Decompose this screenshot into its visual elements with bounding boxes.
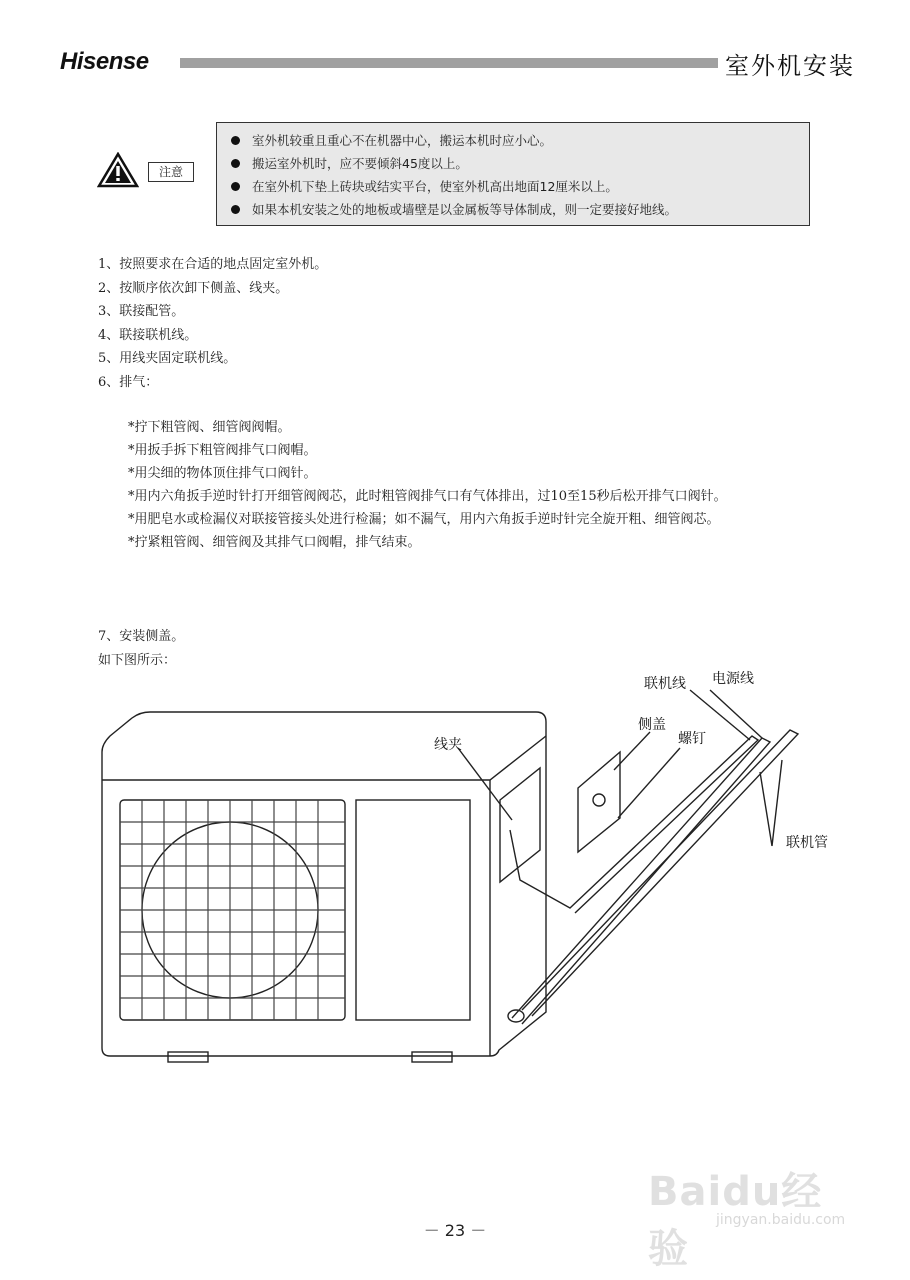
step-item: 6、排气： <box>98 374 159 390</box>
side-opening <box>500 768 540 882</box>
unit-foot-right <box>412 1052 452 1062</box>
access-panel <box>356 800 470 1020</box>
caution-item-text: 室外机较重且重心不在机器中心，搬运本机时应小心。 <box>252 133 553 148</box>
section-title: 室外机安装 <box>725 52 855 80</box>
substep-item: *用内六角扳手逆时针打开细管阀阀芯，此时粗管阀排气口有气体排出，过10至15秒后松开排气口阀针。 <box>128 489 727 504</box>
caution-item <box>231 198 809 221</box>
step-item: 7、安装侧盖。 <box>98 629 185 644</box>
substep-item: *拧下粗管阀、细管阀阀帽。 <box>128 420 291 435</box>
label-wire-clamp: 线夹 <box>434 737 462 753</box>
valve-fitting <box>508 1010 524 1022</box>
leader-side-cover <box>614 732 650 770</box>
bullet-icon <box>231 159 240 168</box>
step-item: 3、联接配管。 <box>98 304 185 319</box>
caution-item-text: 如果本机安装之处的地板或墙壁是以金属板等导体制成，则一定要接好地线。 <box>252 202 678 217</box>
detached-side-cover <box>578 752 620 852</box>
watermark-main: Baidu经验 <box>648 1169 823 1272</box>
page-header <box>60 44 855 84</box>
caution-notice-box <box>216 122 810 226</box>
unit-foot-left <box>168 1052 208 1062</box>
bullet-icon <box>231 182 240 191</box>
leader-screw <box>618 748 680 818</box>
caution-label: 注意 <box>148 162 194 182</box>
label-screw: 螺钉 <box>678 731 706 747</box>
substep-item: *用尖细的物体顶住排气口阀针。 <box>128 466 317 481</box>
leader-wire-clamp <box>458 748 512 820</box>
connecting-pipe-2 <box>522 730 798 1016</box>
label-side-cover: 侧盖 <box>638 717 666 733</box>
warning-triangle-icon <box>97 152 139 188</box>
step-item: 5、用线夹固定联机线。 <box>98 351 237 366</box>
leader-pipe <box>760 760 782 846</box>
installation-steps <box>98 253 327 394</box>
step-item: 1、按照要求在合适的地点固定室外机。 <box>98 257 328 272</box>
exhaust-substeps <box>128 416 818 554</box>
connecting-wire-path <box>510 736 758 913</box>
label-connecting-pipe: 联机管 <box>786 835 828 851</box>
leader-power-cord <box>710 690 762 738</box>
substep-item: *用肥皂水或检漏仪对联接管接头处进行检漏；如不漏气，用内六角扳手逆时针完全旋开粗、细管阀芯。 <box>128 512 720 527</box>
fan-circle <box>142 822 318 998</box>
header-divider-bar <box>180 58 718 68</box>
substep-item: *用扳手拆下粗管阀排气口阀帽。 <box>128 443 317 458</box>
substep-item: *拧紧粗管阀、细管阀及其排气口阀帽，排气结束。 <box>128 535 421 550</box>
label-connecting-wire: 联机线 <box>644 676 686 692</box>
bullet-icon <box>231 205 240 214</box>
connecting-pipe-1 <box>512 738 770 1024</box>
bullet-icon <box>231 136 240 145</box>
fan-grille <box>120 800 345 1020</box>
brand-logo: Hisense <box>60 48 149 75</box>
step-item: 4、联接联机线。 <box>98 327 198 343</box>
step-item: 2、按顺序依次卸下侧盖、线夹。 <box>98 280 289 296</box>
figure-caption: 如下图所示： <box>98 652 177 668</box>
watermark-url: jingyan.baidu.com <box>716 1212 846 1228</box>
cover-handle <box>593 794 605 806</box>
label-power-cord: 电源线 <box>712 671 754 687</box>
caution-item-text: 在室外机下垫上砖块或结实平台，使室外机高出地面12厘米以上。 <box>252 179 618 194</box>
caution-item <box>231 129 809 152</box>
final-step-block <box>98 625 184 672</box>
grille-lines <box>120 800 345 1020</box>
unit-body-outline <box>102 712 546 1056</box>
page-number: － 23 － <box>423 1221 487 1240</box>
caution-item <box>231 152 809 175</box>
caution-item <box>231 175 809 198</box>
unit-top-front-edge <box>102 736 546 780</box>
caution-item-text: 搬运室外机时，应不要倾斜45度以上。 <box>252 156 468 171</box>
